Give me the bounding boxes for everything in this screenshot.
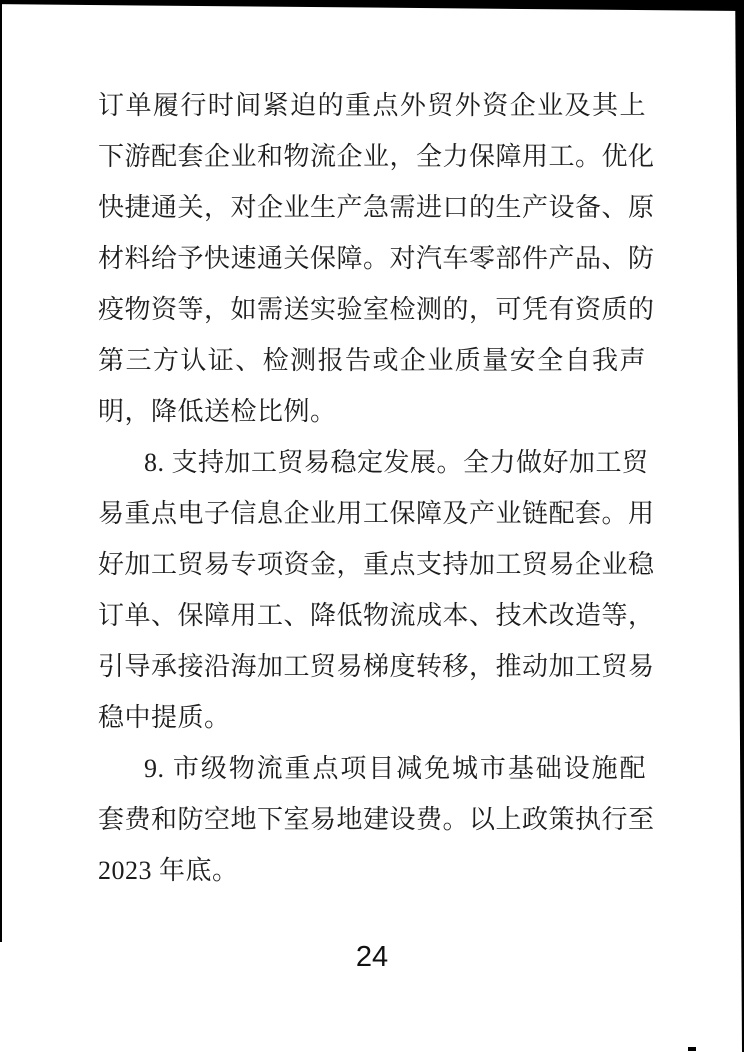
text-line: 引导承接沿海加工贸易梯度转移，推动加工贸易 xyxy=(98,652,655,681)
page-number: 24 xyxy=(355,941,389,973)
text-line: 第三方认证、检测报告或企业质量安全自我声 xyxy=(98,346,646,375)
scan-artifact xyxy=(688,1047,696,1051)
body-text xyxy=(98,80,655,896)
text-line: 快捷通关，对企业生产急需进口的生产设备、原 xyxy=(98,193,655,222)
scan-edge-left xyxy=(0,0,2,942)
text-line: 稳中提质。 xyxy=(98,703,231,732)
text-line: 下游配套企业和物流企业，全力保障用工。优化 xyxy=(98,142,655,171)
text-line: 订单、保障用工、降低物流成本、技术改造等， xyxy=(98,601,655,630)
text-line: 易重点电子信息企业用工保障及产业链配套。用 xyxy=(98,499,655,528)
text-line: 2023 年底。 xyxy=(98,856,239,885)
text-line: 套费和防空地下室易地建设费。以上政策执行至 xyxy=(98,805,655,834)
scan-edge-right xyxy=(734,0,744,1052)
text-line: 明，降低送检比例。 xyxy=(98,397,337,426)
text-line: 材料给予快速通关保障。对汽车零部件产品、防 xyxy=(98,244,655,273)
text-line: 好加工贸易专项资金，重点支持加工贸易企业稳 xyxy=(98,550,655,579)
text-line: 疫物资等，如需送实验室检测的，可凭有资质的 xyxy=(98,295,655,324)
text-line-paragraph-9-start: 9. 市级物流重点项目减免城市基础设施配 xyxy=(144,754,646,783)
text-line: 订单履行时间紧迫的重点外贸外资企业及其上 xyxy=(98,91,646,120)
text-line-paragraph-8-start: 8. 支持加工贸易稳定发展。全力做好加工贸 xyxy=(144,448,649,477)
scan-edge-top xyxy=(0,0,744,11)
